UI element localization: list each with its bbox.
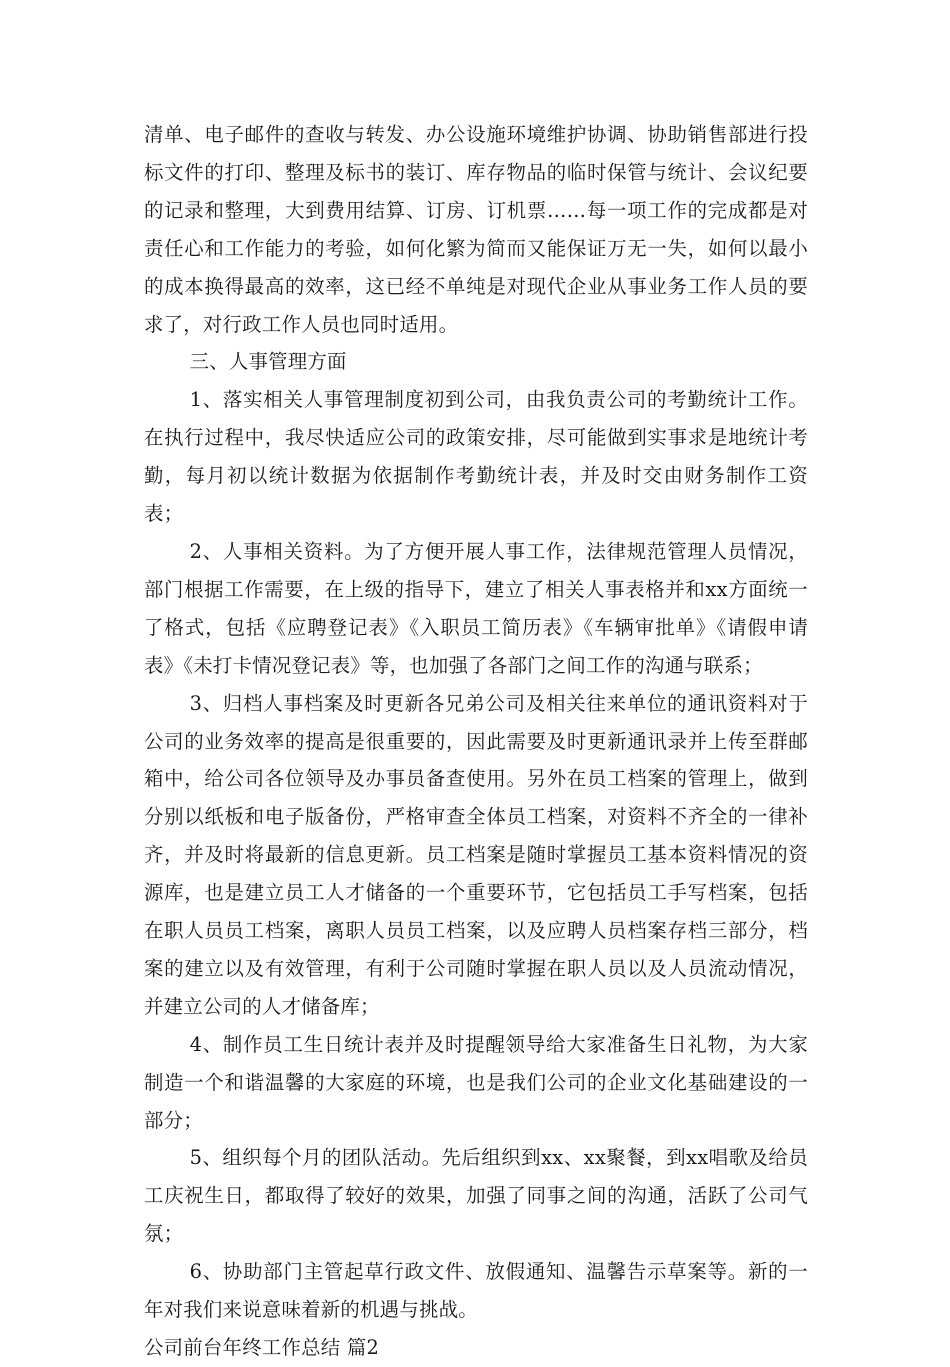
document-body [144,116,808,1367]
next-section-title: 公司前台年终工作总结 篇2 [144,1336,380,1359]
paragraph-item-2: 2、人事相关资料。为了方便开展人事工作，法律规范管理人员情况，部门根据工作需要，在上级的指导下，建立了相关人事表格并和xx方面统一了格式，包括《应聘登记表》《入职员工简历表》《车辆审批单》《请假申请表》《未打卡情况登记表》等，也加强了各部门之间工作的沟通与联系； [144,539,808,677]
paragraph-item-5: 5、组织每个月的团队活动。先后组织到xx、xx聚餐，到xx唱歌及给员工庆祝生日，都取得了较好的效果，加强了同事之间的沟通，活跃了公司气氛； [144,1146,808,1246]
paragraph-item-6: 6、协助部门主管起草行政文件、放假通知、温馨告示草案等。新的一年对我们来说意味着新的机遇与挑战。 [144,1260,808,1322]
paragraph-item-3: 3、归档人事档案及时更新各兄弟公司及相关往来单位的通讯资料对于公司的业务效率的提高是很重要的，因此需要及时更新通讯录并上传至群邮箱中，给公司各位领导及办事员备查使用。另外在员工档案的管理上，做到分别以纸板和电子版备份，严格审查全体员工档案，对资料不齐全的一律补齐，并及时将最新的信息更新。员工档案是随时掌握员工基本资料情况的资源库，也是建立员工人才储备的一个重要环节，它包括员工手写档案，包括在职人员员工档案，离职人员员工档案，以及应聘人员档案存档三部分，档案的建立以及有效管理，有利于公司随时掌握在职人员以及人员流动情况，并建立公司的人才储备库； [144,691,808,1018]
section-heading-personnel: 三、人事管理方面 [189,350,347,374]
paragraph-item-1: 1、落实相关人事管理制度初到公司，由我负责公司的考勤统计工作。在执行过程中，我尽快适应公司的政策安排，尽可能做到实事求是地统计考勤，每月初以统计数据为依据制作考勤统计表，并及时交由财务制作工资表； [144,388,808,526]
paragraph-continuation: 清单、电子邮件的查收与转发、办公设施环境维护协调、协助销售部进行投标文件的打印、整理及标书的装订、库存物品的临时保管与统计、会议纪要的记录和整理，大到费用结算、订房、订机票……每一项工作的完成都是对责任心和工作能力的考验，如何化繁为简而又能保证万无一失，如何以最小的成本换得最高的效率，这已经不单纯是对现代企业从事业务工作人员的要求了，对行政工作人员也同时适用。 [144,123,808,336]
paragraph-item-4: 4、制作员工生日统计表并及时提醒领导给大家准备生日礼物，为大家制造一个和谐温馨的大家庭的环境，也是我们公司的企业文化基础建设的一部分； [144,1032,808,1132]
